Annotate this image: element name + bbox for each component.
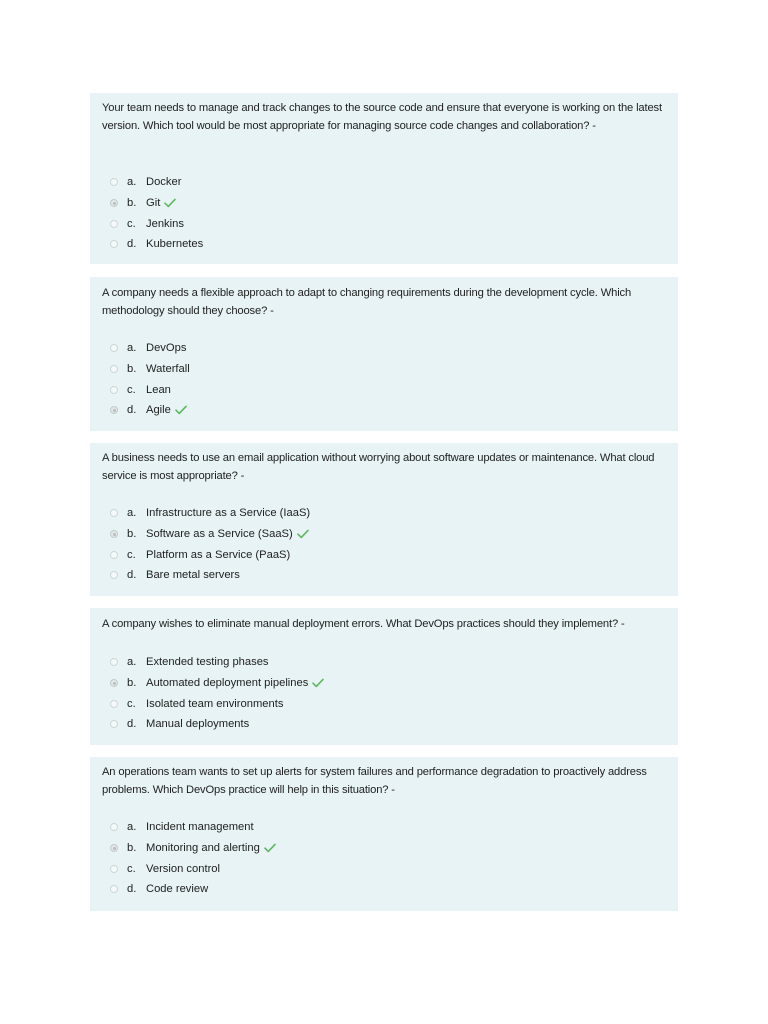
question-text: An operations team wants to set up alerts for system failures and performance degradation to proactively address problems. Which DevOps practice will help in this situation? -	[102, 766, 647, 796]
question-card-5	[90, 757, 678, 911]
option-label: Code review	[146, 883, 209, 896]
check-icon	[297, 529, 309, 539]
option-d[interactable]	[110, 714, 668, 735]
option-c[interactable]	[110, 693, 668, 714]
radio-button-selected[interactable]	[110, 199, 118, 207]
question-text: Your team needs to manage and track changes to the source code and ensure that everyone is working on the latest version. Which tool would be most appropriate for managing source code changes and collaboration? -	[102, 102, 662, 132]
option-letter: a.	[127, 507, 137, 520]
option-label: Platform as a Service (PaaS)	[146, 548, 291, 561]
option-label: Manual deployments	[146, 718, 250, 731]
option-letter: a.	[127, 176, 137, 189]
option-label: Jenkins	[146, 217, 184, 230]
option-letter: c.	[127, 697, 136, 710]
option-label: Extended testing phases	[146, 656, 269, 669]
question-text: A company wishes to eliminate manual deployment errors. What DevOps practices should they implement? -	[102, 618, 625, 630]
option-c[interactable]	[110, 379, 668, 400]
option-label: Version control	[146, 862, 221, 875]
option-label: Automated deployment pipelines	[146, 677, 309, 690]
option-b[interactable]	[110, 838, 668, 859]
question-card-3	[90, 443, 678, 596]
radio-button[interactable]	[110, 571, 118, 579]
radio-button[interactable]	[110, 700, 118, 708]
option-c[interactable]	[110, 544, 668, 565]
option-label: Monitoring and alerting	[146, 842, 260, 855]
options-list	[110, 172, 668, 255]
radio-button[interactable]	[110, 658, 118, 666]
option-label: DevOps	[146, 342, 187, 355]
option-letter: b.	[127, 842, 137, 855]
option-letter: d.	[127, 238, 137, 251]
option-label: Lean	[146, 383, 171, 396]
option-label: Incident management	[146, 821, 254, 834]
option-letter: b.	[127, 363, 137, 376]
option-letter: c.	[127, 383, 136, 396]
option-a[interactable]	[110, 503, 668, 524]
option-letter: a.	[127, 821, 137, 834]
options-list	[110, 338, 668, 421]
question-text: A company needs a flexible approach to adapt to changing requirements during the development cycle. Which methodology should they choose? -	[102, 287, 632, 317]
radio-button[interactable]	[110, 720, 118, 728]
option-letter: a.	[127, 656, 137, 669]
question-card-4	[90, 608, 678, 745]
radio-button-selected[interactable]	[110, 679, 118, 687]
option-d[interactable]	[110, 565, 668, 586]
option-b[interactable]	[110, 359, 668, 380]
option-label: Software as a Service (SaaS)	[146, 528, 293, 541]
radio-button[interactable]	[110, 823, 118, 831]
radio-button-selected[interactable]	[110, 530, 118, 538]
option-d[interactable]	[110, 400, 668, 421]
option-label: Isolated team environments	[146, 697, 284, 710]
check-icon	[175, 405, 187, 415]
options-list	[110, 817, 668, 900]
check-icon	[264, 843, 276, 853]
option-b[interactable]	[110, 524, 668, 545]
question-card-2	[90, 277, 678, 431]
option-label: Infrastructure as a Service (IaaS)	[146, 507, 311, 520]
radio-button[interactable]	[110, 386, 118, 394]
option-letter: d.	[127, 569, 137, 582]
radio-button-selected[interactable]	[110, 406, 118, 414]
option-label: Docker	[146, 176, 182, 189]
radio-button[interactable]	[110, 509, 118, 517]
option-a[interactable]	[110, 817, 668, 838]
option-c[interactable]	[110, 858, 668, 879]
option-label: Kubernetes	[146, 238, 204, 251]
option-a[interactable]	[110, 172, 668, 193]
option-letter: c.	[127, 217, 136, 230]
option-letter: b.	[127, 677, 137, 690]
option-c[interactable]	[110, 213, 668, 234]
option-label: Waterfall	[146, 363, 190, 376]
option-letter: c.	[127, 548, 136, 561]
option-letter: b.	[127, 528, 137, 541]
option-letter: c.	[127, 862, 136, 875]
option-d[interactable]	[110, 879, 668, 900]
radio-button[interactable]	[110, 240, 118, 248]
radio-button[interactable]	[110, 344, 118, 352]
options-list	[110, 503, 668, 586]
radio-button[interactable]	[110, 885, 118, 893]
option-d[interactable]	[110, 234, 668, 255]
option-label: Agile	[146, 404, 171, 417]
radio-button[interactable]	[110, 178, 118, 186]
question-text: A business needs to use an email application without worrying about software updates or maintenance. What cloud service is most appropriate? -	[102, 452, 655, 482]
option-b[interactable]	[110, 193, 668, 214]
radio-button-selected[interactable]	[110, 844, 118, 852]
radio-button[interactable]	[110, 365, 118, 373]
radio-button[interactable]	[110, 865, 118, 873]
option-label: Bare metal servers	[146, 569, 240, 582]
option-letter: d.	[127, 718, 137, 731]
radio-button[interactable]	[110, 551, 118, 559]
options-list	[110, 652, 668, 735]
option-letter: a.	[127, 342, 137, 355]
radio-button[interactable]	[110, 220, 118, 228]
option-a[interactable]	[110, 652, 668, 673]
option-letter: d.	[127, 883, 137, 896]
check-icon	[312, 678, 324, 688]
option-label: Git	[146, 197, 161, 210]
question-card-1	[90, 93, 678, 264]
option-letter: d.	[127, 404, 137, 417]
option-b[interactable]	[110, 673, 668, 694]
option-letter: b.	[127, 197, 137, 210]
check-icon	[164, 198, 176, 208]
option-a[interactable]	[110, 338, 668, 359]
